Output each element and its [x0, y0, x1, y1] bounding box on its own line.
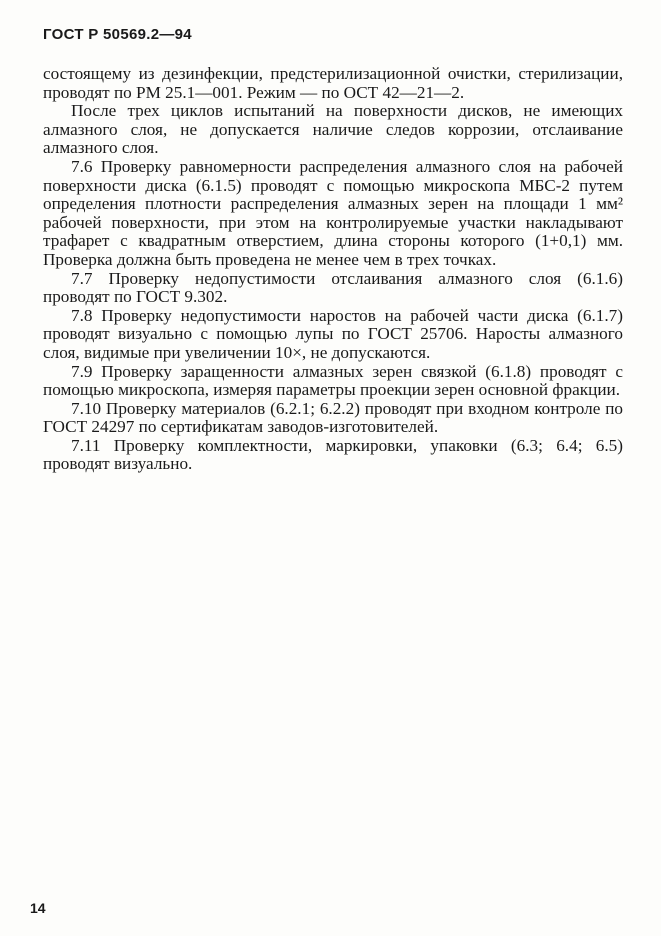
document-header-code: ГОСТ Р 50569.2—94 — [43, 26, 192, 43]
paragraph-7-6: 7.6 Проверку равномерности распределения алмазного слоя на рабочей поверхности диска (6.1.5) проводят с помощью микроскопа МБС-2 путем определения плотности распределения алмазных зерен на площади 1 мм² рабочей поверхности, при этом на контролируемые участки накладывают трафарет с квадратным отверстием, длина стороны которого (1+0,1) мм. Проверка должна быть проведена не менее чем в трех точках. — [43, 156, 623, 269]
page-number: 14 — [30, 900, 46, 916]
paragraph-7-9: 7.9 Проверку заращенности алмазных зерен связкой (6.1.8) проводят с помощью микроскопа, измеряя параметры проекции зерен основной фракции. — [43, 361, 623, 400]
paragraph-7-8: 7.8 Проверку недопустимости наростов на рабочей части диска (6.1.7) проводят визуально с помощью лупы по ГОСТ 25706. Наросты алмазного слоя, видимые при увеличении 10×, не допускаются. — [43, 305, 623, 362]
paragraph-continuation: состоящему из дезинфекции, предстерилизационной очистки, стерилизации, проводят по РМ 25.1—001. Режим — по ОСТ 42—21—2. — [43, 64, 623, 102]
paragraph-7-10: 7.10 Проверку материалов (6.2.1; 6.2.2) проводят при входном контроле по ГОСТ 24297 по сертификатам заводов-изготовителей. — [43, 398, 623, 437]
body-text — [43, 65, 623, 474]
paragraph-7-11: 7.11 Проверку комплектности, маркировки, упаковки (6.3; 6.4; 6.5) проводят визуально. — [43, 435, 623, 474]
paragraph-7-7: 7.7 Проверку недопустимости отслаивания алмазного слоя (6.1.6) проводят по ГОСТ 9.302. — [43, 268, 623, 307]
paragraph-corrosion-note: После трех циклов испытаний на поверхности дисков, не имеющих алмазного слоя, не допускается наличие следов коррозии, отслаивание алмазного слоя. — [43, 101, 623, 158]
